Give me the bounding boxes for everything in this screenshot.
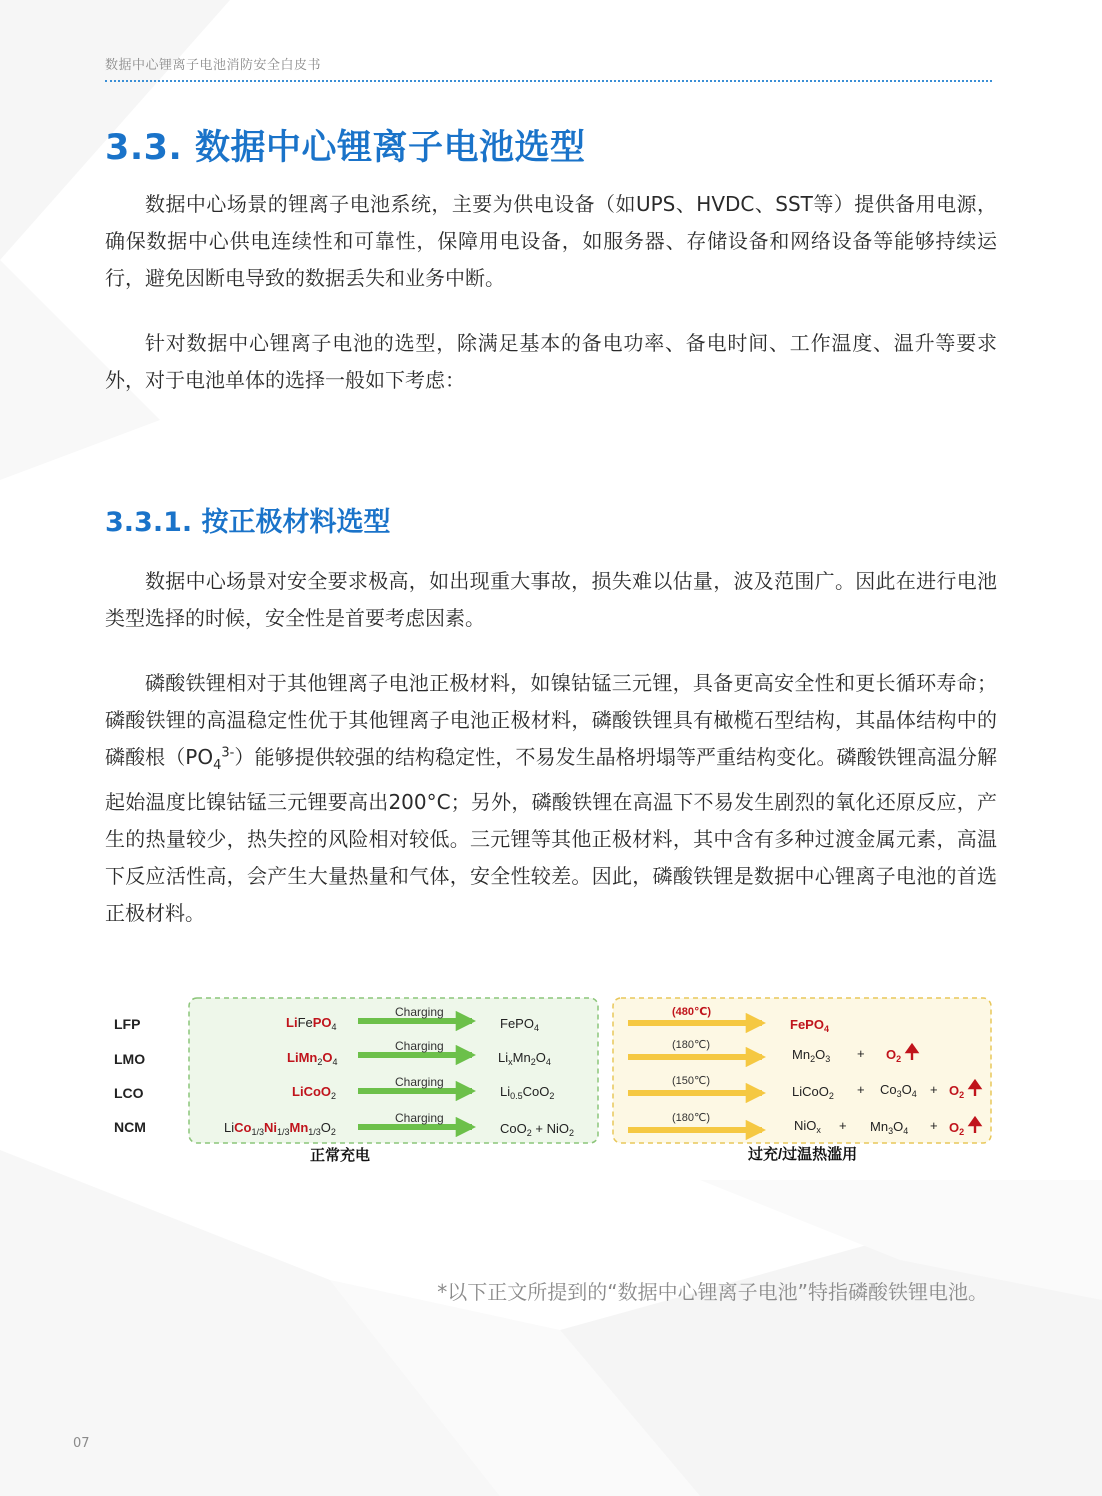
reactant-lco: LiCoO$_2$ — [292, 1084, 337, 1101]
plus-sign: + — [857, 1046, 865, 1061]
product-lmo: $Li_xMn_2O_4$ — [498, 1050, 551, 1067]
right-caption: 过充/过温热滥用 — [748, 1146, 858, 1163]
plus-sign: + — [930, 1118, 938, 1133]
product-lfp: FePO$_4$ — [500, 1016, 539, 1033]
decomp-lco-1: LiCoO$_2$ — [792, 1084, 834, 1101]
header-divider — [105, 80, 992, 82]
product-lco: $Li_{0.5}CoO_2$ — [500, 1084, 555, 1101]
decomp-ncm-2: $Mn_3O_4$ — [870, 1119, 909, 1136]
footnote: *以下正文所提到的“数据中心锂离子电池”特指磷酸铁锂电池。 — [437, 1280, 988, 1304]
temperature-lco: (150℃) — [672, 1075, 711, 1087]
subsection-title: 3.3.1. 按正极材料选型 — [105, 507, 391, 538]
decomp-lfp: FePO$_4$ — [790, 1017, 829, 1034]
page-number: 07 — [73, 1436, 90, 1451]
row-label-lfp: LFP — [114, 1016, 141, 1032]
section-title: 3.3. 数据中心锂离子电池选型 — [105, 128, 586, 168]
charging-label: Charging — [395, 1075, 444, 1089]
charging-label: Charging — [395, 1039, 444, 1053]
paragraph-2-part-1: 磷酸铁锂相对于其他锂离子电池正极材料，如镍钴锰三元锂，具备更高安全性和更长循环寿命；磷酸铁锂的高温稳定性优于其他锂离子电池正极材料，磷酸铁锂具有橄榄石型结构，其晶体结构中的磷酸根（PO — [105, 671, 997, 769]
left-caption: 正常充电 — [310, 1147, 371, 1164]
decomp-lco-2: $Co_3O_4$ — [880, 1082, 917, 1099]
reactant-lmo: $LiMn_2O_4$ — [287, 1050, 338, 1067]
decomp-lmo-1: $Mn_2O_3$ — [792, 1047, 831, 1064]
subsection-paragraph-1: 数据中心场景对安全要求极高，如出现重大事故，损失难以估量，波及范围广。因此在进行电池类型选择的时候，安全性是首要考虑因素。 — [105, 569, 997, 630]
reactant-lfp: LiFePO$_4$ — [286, 1015, 337, 1032]
decomp-ncm-1: NiO$_x$ — [794, 1118, 821, 1135]
row-label-lmo: LMO — [114, 1051, 146, 1067]
product-ncm: CoO$_2$ + NiO$_2$ — [500, 1121, 574, 1138]
subsection-paragraph-2 — [105, 665, 997, 932]
section-paragraph-1: 数据中心场景的锂离子电池系统，主要为供电设备（如UPS、HVDC、SST等）提供备用电源，确保数据中心供电连续性和可靠性，保障用电设备，如服务器、存储设备和网络设备等能够持续运行，避免因断电导致的数据丢失和业务中断。 — [105, 192, 997, 290]
plus-sign: + — [839, 1118, 847, 1133]
temperature-ncm: (180℃) — [672, 1112, 711, 1124]
oxygen-lmo: $O_2$ — [886, 1047, 902, 1064]
charging-label: Charging — [395, 1005, 444, 1019]
oxygen-lco: $O_2$ — [949, 1083, 965, 1100]
temperature-lmo: (180℃) — [672, 1039, 711, 1051]
plus-sign: + — [930, 1082, 938, 1097]
section-paragraph-2: 针对数据中心锂离子电池的选型，除满足基本的备电功率、备电时间、工作温度、温升等要求外，对于电池单体的选择一般如下考虑： — [105, 331, 997, 392]
paragraph-2-part-2: ）能够提供较强的结构稳定性，不易发生晶格坍塌等严重结构变化。磷酸铁锂高温分解起始温度比镍钴锰三元锂要高出200°C；另外，磷酸铁锂在高温下不易发生剧烈的氧化还原反应，产生的热量较少，热失控的风险相对较低。三元锂等其他正极材料，其中含有多种过渡金属元素，高温下反应活性高，会产生大量热量和气体，安全性较差。因此，磷酸铁锂是数据中心锂离子电池的首选正极材料。 — [105, 745, 998, 925]
reactant-ncm: $LiCo_{1/3}Ni_{1/3}Mn_{1/3}O_2$ — [224, 1120, 336, 1137]
phosphate-subscript: 4 — [213, 758, 222, 773]
phosphate-superscript: 3- — [221, 745, 235, 761]
reaction-figure — [100, 990, 1000, 1180]
reaction-diagram — [100, 990, 1000, 1180]
row-label-lco: LCO — [114, 1085, 144, 1101]
temperature-lfp: (480℃) — [672, 1006, 711, 1018]
plus-sign: + — [857, 1082, 865, 1097]
row-label-ncm: NCM — [114, 1119, 146, 1135]
running-header: 数据中心锂离子电池消防安全白皮书 — [105, 58, 322, 73]
oxygen-ncm: $O_2$ — [949, 1120, 965, 1137]
charging-label: Charging — [395, 1111, 444, 1125]
